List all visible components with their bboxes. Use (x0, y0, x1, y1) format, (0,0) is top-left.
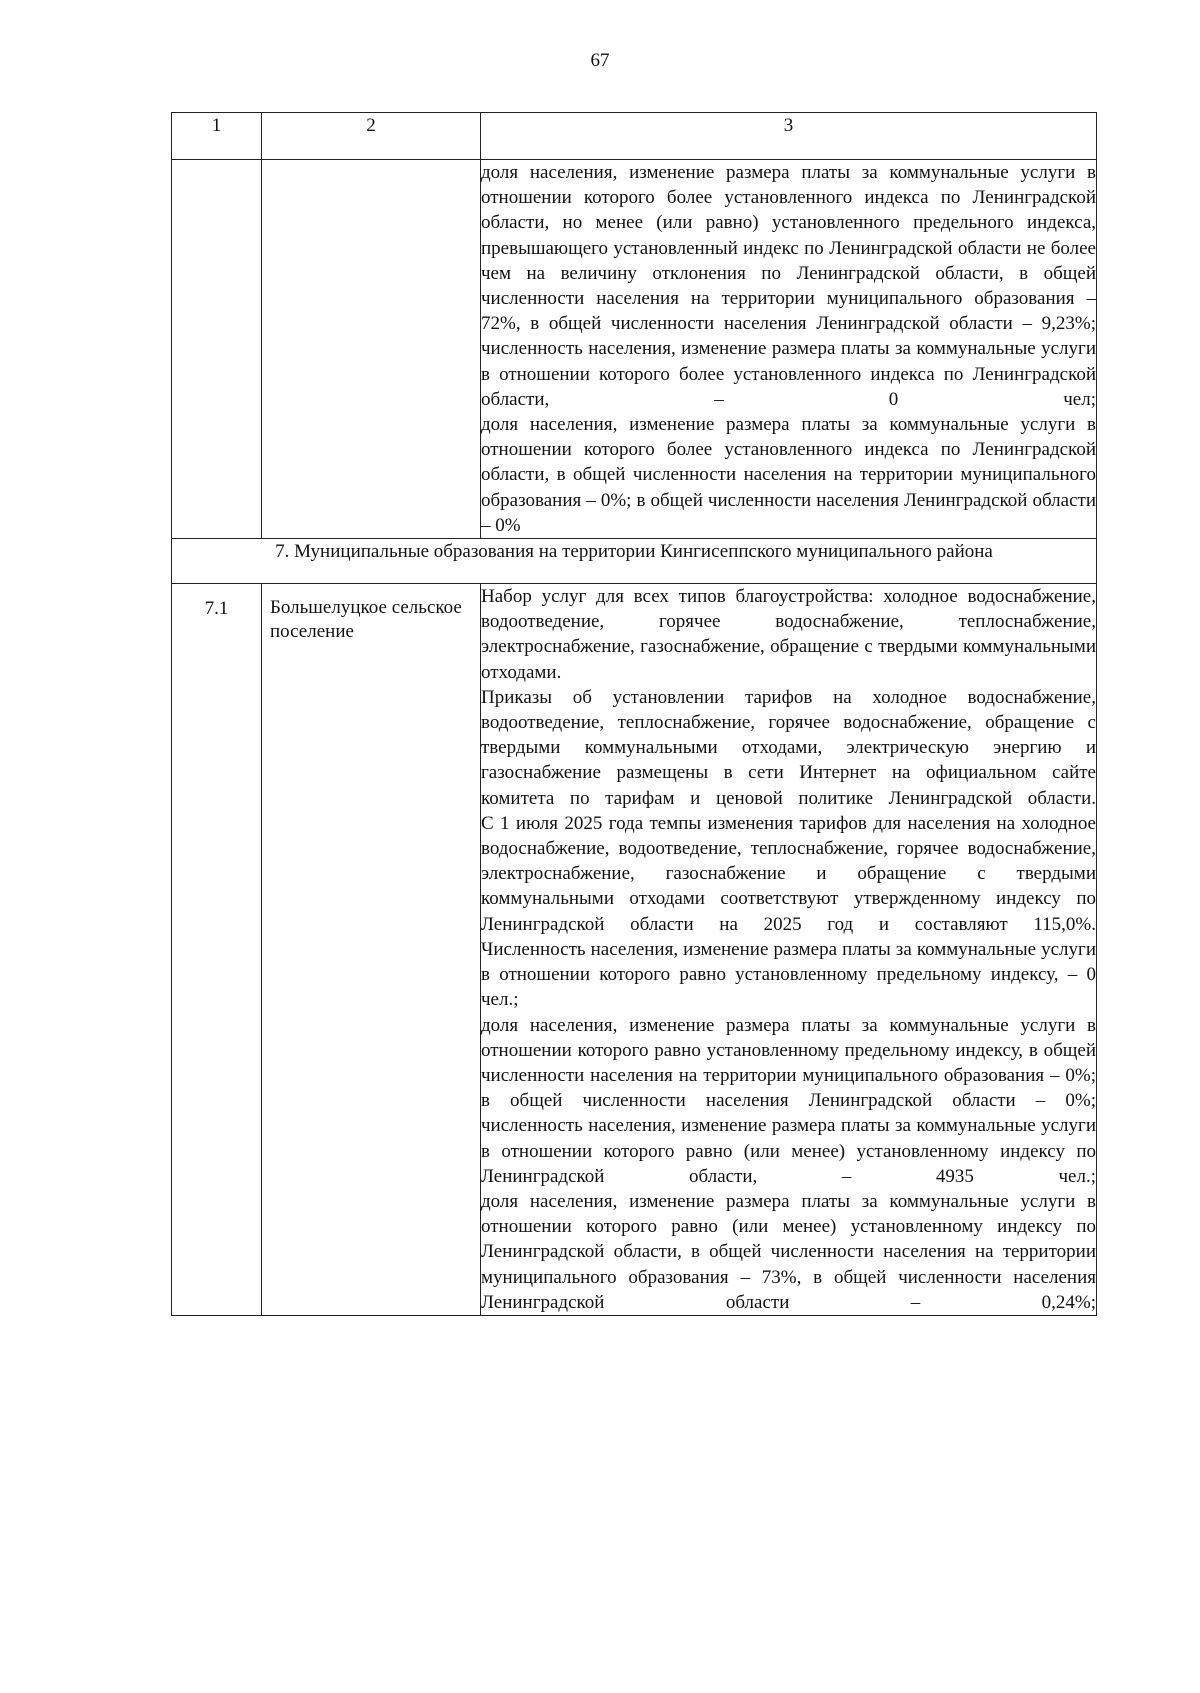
page-number: 67 (590, 50, 610, 71)
paragraph: Численность населения, изменение размера платы за коммунальные услуги в отношении которого равно установленному предельному индексу, – 0 чел.; (481, 938, 1096, 1011)
paragraph: Приказы об установлении тарифов на холодное водоснабжение, водоотведение, теплоснабжение, горячее водоснабжение, обращение с твердыми коммунальными отходами, электрическую энергию и газоснабжение размещены в сети Интернет на официальном сайте комитета по тарифам и ценовой политике Ленинградской области. (481, 686, 1096, 809)
paragraph: доля населения, изменение размера платы за коммунальные услуги в отношении которого равно (или менее) установленному индексу по Ленинградской области, в общей численности населения на территории муниципального образования – 73%, в общей численности населения Ленинградской области – 0,24%; (481, 1190, 1096, 1313)
column-header-1: 1 (172, 113, 262, 160)
cell-number (172, 160, 262, 539)
paragraph: доля населения, изменение размера платы за коммунальные услуги в отношении которого равно установленному предельному индексу, в общей численности населения на территории муниципального образования – 0%; в общей численности населения Ленинградской области – 0%; (481, 1014, 1096, 1112)
paragraph: Набор услуг для всех типов благоустройства: холодное водоснабжение, водоотведение, горячее водоснабжение, теплоснабжение, электроснабжение, газоснабжение, обращение с твердыми коммунальными отходами. (481, 586, 1096, 683)
cell-name: Большелуцкое сельское поселение (262, 584, 481, 1316)
paragraph: доля населения, изменение размера платы за коммунальные услуги в отношении которого более установленного индекса по Ленинградской области, но менее (или равно) установленного предельного индекса, превышающего установленный индекс по Ленинградской области не более чем на величину отклонения по Ленинградской области, в общей численности населения на территории муниципального образования – 72%, в общей численности населения Ленинградской области – 9,23%; (481, 162, 1096, 335)
column-header-2: 2 (262, 113, 481, 160)
section-header-row (172, 539, 1097, 584)
cell-description (481, 160, 1097, 539)
cell-description (481, 584, 1097, 1316)
cell-number: 7.1 (172, 584, 262, 1316)
table-header-row (172, 113, 1097, 160)
table-row-7-1 (172, 584, 1097, 1316)
paragraph: численность населения, изменение размера платы за коммунальные услуги в отношении которого равно (или менее) установленному индексу по Ленинградской области, – 4935 чел.; (481, 1115, 1096, 1187)
paragraph: С 1 июля 2025 года темпы изменения тарифов для населения на холодное водоснабжение, водоотведение, теплоснабжение, горячее водоснабжение, электроснабжение, газоснабжение и обращение с твердыми коммунальными отходами соответствуют утвержденному индексу по Ленинградской области на 2025 год и составляют 115,0%. (481, 812, 1096, 935)
paragraph: доля населения, изменение размера платы за коммунальные услуги в отношении которого более установленного индекса по Ленинградской области, в общей численности населения на территории муниципального образования – 0%; в общей численности населения Ленинградской области – 0% (481, 414, 1096, 536)
column-header-3: 3 (481, 113, 1097, 160)
data-table (171, 112, 1097, 1316)
section-title: 7. Муниципальные образования на территории Кингисеппского муниципального района (172, 539, 1097, 584)
paragraph: численность населения, изменение размера платы за коммунальные услуги в отношении которого более установленного индекса по Ленинградской области, – 0 чел; (481, 338, 1096, 410)
table-row-continuation (172, 160, 1097, 539)
cell-name (262, 160, 481, 539)
